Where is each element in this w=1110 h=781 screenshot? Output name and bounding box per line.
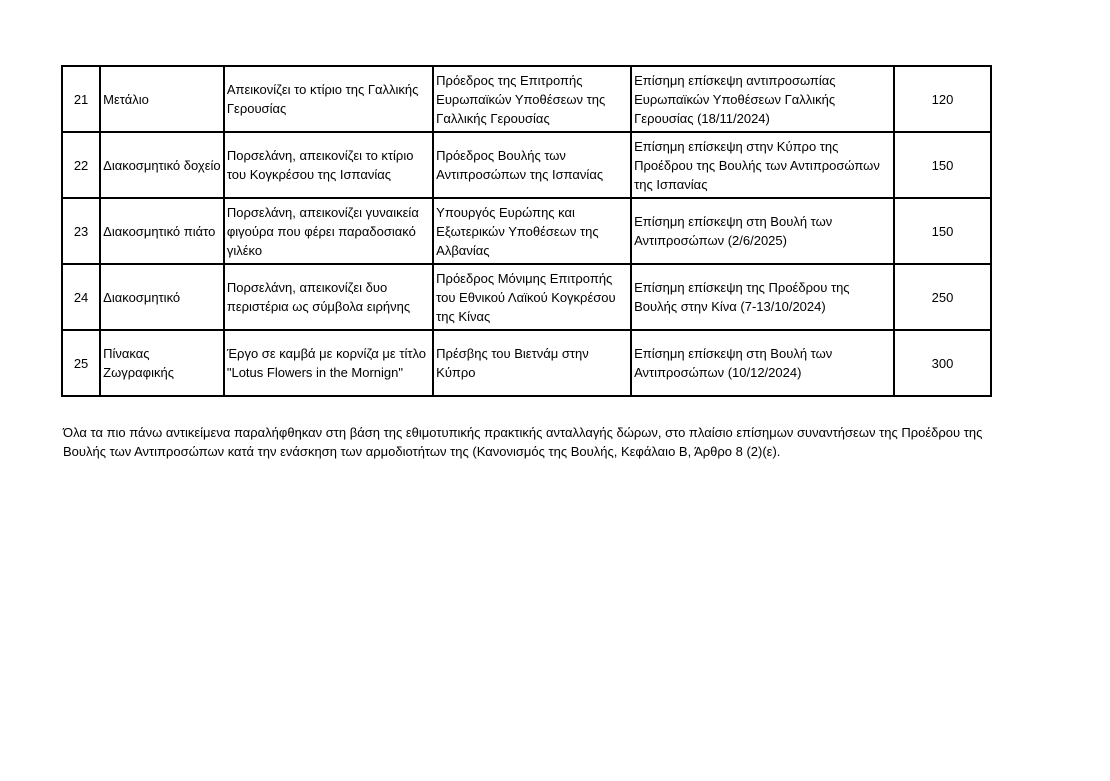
row-number: 25 (62, 330, 100, 396)
footnote-text: Όλα τα πιο πάνω αντικείμενα παραλήφθηκαν στη βάση της εθιμοτυπικής πρακτικής ανταλλαγής δώρων, στο πλαίσιο επίσημων συναντήσεων της Προέδρου της Βουλής των Αντιπροσώπων κατά την ενάσκηση των αρμοδιοτήτων της (Κανονισμός της Βουλής, Κεφάλαιο Β, Άρθρο 8 (2)(ε). (63, 425, 983, 459)
footnote (63, 423, 993, 461)
item-value: 120 (894, 66, 991, 132)
table-row (62, 330, 991, 396)
item-donor: Πρόεδρος της Επιτροπής Ευρωπαϊκών Υποθέσεων της Γαλλικής Γερουσίας (433, 66, 631, 132)
item-donor: Πρόεδρος Βουλής των Αντιπροσώπων της Ισπανίας (433, 132, 631, 198)
item-description: Πορσελάνη, απεικονίζει το κτίριο του Κογκρέσου της Ισπανίας (224, 132, 433, 198)
item-donor: Πρέσβης του Βιετνάμ στην Κύπρο (433, 330, 631, 396)
table-row (62, 264, 991, 330)
gifts-table (61, 65, 992, 397)
row-number: 24 (62, 264, 100, 330)
item-name: Πίνακας Ζωγραφικής (100, 330, 224, 396)
item-occasion: Επίσημη επίσκεψη της Προέδρου της Βουλής στην Κίνα (7-13/10/2024) (631, 264, 894, 330)
item-value: 150 (894, 198, 991, 264)
item-value: 300 (894, 330, 991, 396)
item-description: Απεικονίζει το κτίριο της Γαλλικής Γερουσίας (224, 66, 433, 132)
table-row (62, 132, 991, 198)
row-number: 23 (62, 198, 100, 264)
item-description: Έργο σε καμβά με κορνίζα με τίτλο "Lotus Flowers in the Mornign" (224, 330, 433, 396)
row-number: 22 (62, 132, 100, 198)
item-occasion: Επίσημη επίσκεψη στην Κύπρο της Προέδρου της Βουλής των Αντιπροσώπων της Ισπανίας (631, 132, 894, 198)
item-occasion: Επίσημη επίσκεψη στη Βουλή των Αντιπροσώπων (2/6/2025) (631, 198, 894, 264)
item-description: Πορσελάνη, απεικονίζει δυο περιστέρια ως σύμβολα ειρήνης (224, 264, 433, 330)
item-name: Διακοσμητικό πιάτο (100, 198, 224, 264)
item-value: 250 (894, 264, 991, 330)
item-name: Διακοσμητικό (100, 264, 224, 330)
item-donor: Υπουργός Ευρώπης και Εξωτερικών Υποθέσεων της Αλβανίας (433, 198, 631, 264)
row-number: 21 (62, 66, 100, 132)
item-donor: Πρόεδρος Μόνιμης Επιτροπής του Εθνικού Λαϊκού Κογκρέσου της Κίνας (433, 264, 631, 330)
item-name: Διακοσμητικό δοχείο (100, 132, 224, 198)
item-value: 150 (894, 132, 991, 198)
item-description: Πορσελάνη, απεικονίζει γυναικεία φιγούρα που φέρει παραδοσιακό γιλέκο (224, 198, 433, 264)
table-row (62, 198, 991, 264)
item-occasion: Επίσημη επίσκεψη αντιπροσωπίας Ευρωπαϊκών Υποθέσεων Γαλλικής Γερουσίας (18/11/2024) (631, 66, 894, 132)
table-row (62, 66, 991, 132)
item-name: Μετάλιο (100, 66, 224, 132)
item-occasion: Επίσημη επίσκεψη στη Βουλή των Αντιπροσώπων (10/12/2024) (631, 330, 894, 396)
